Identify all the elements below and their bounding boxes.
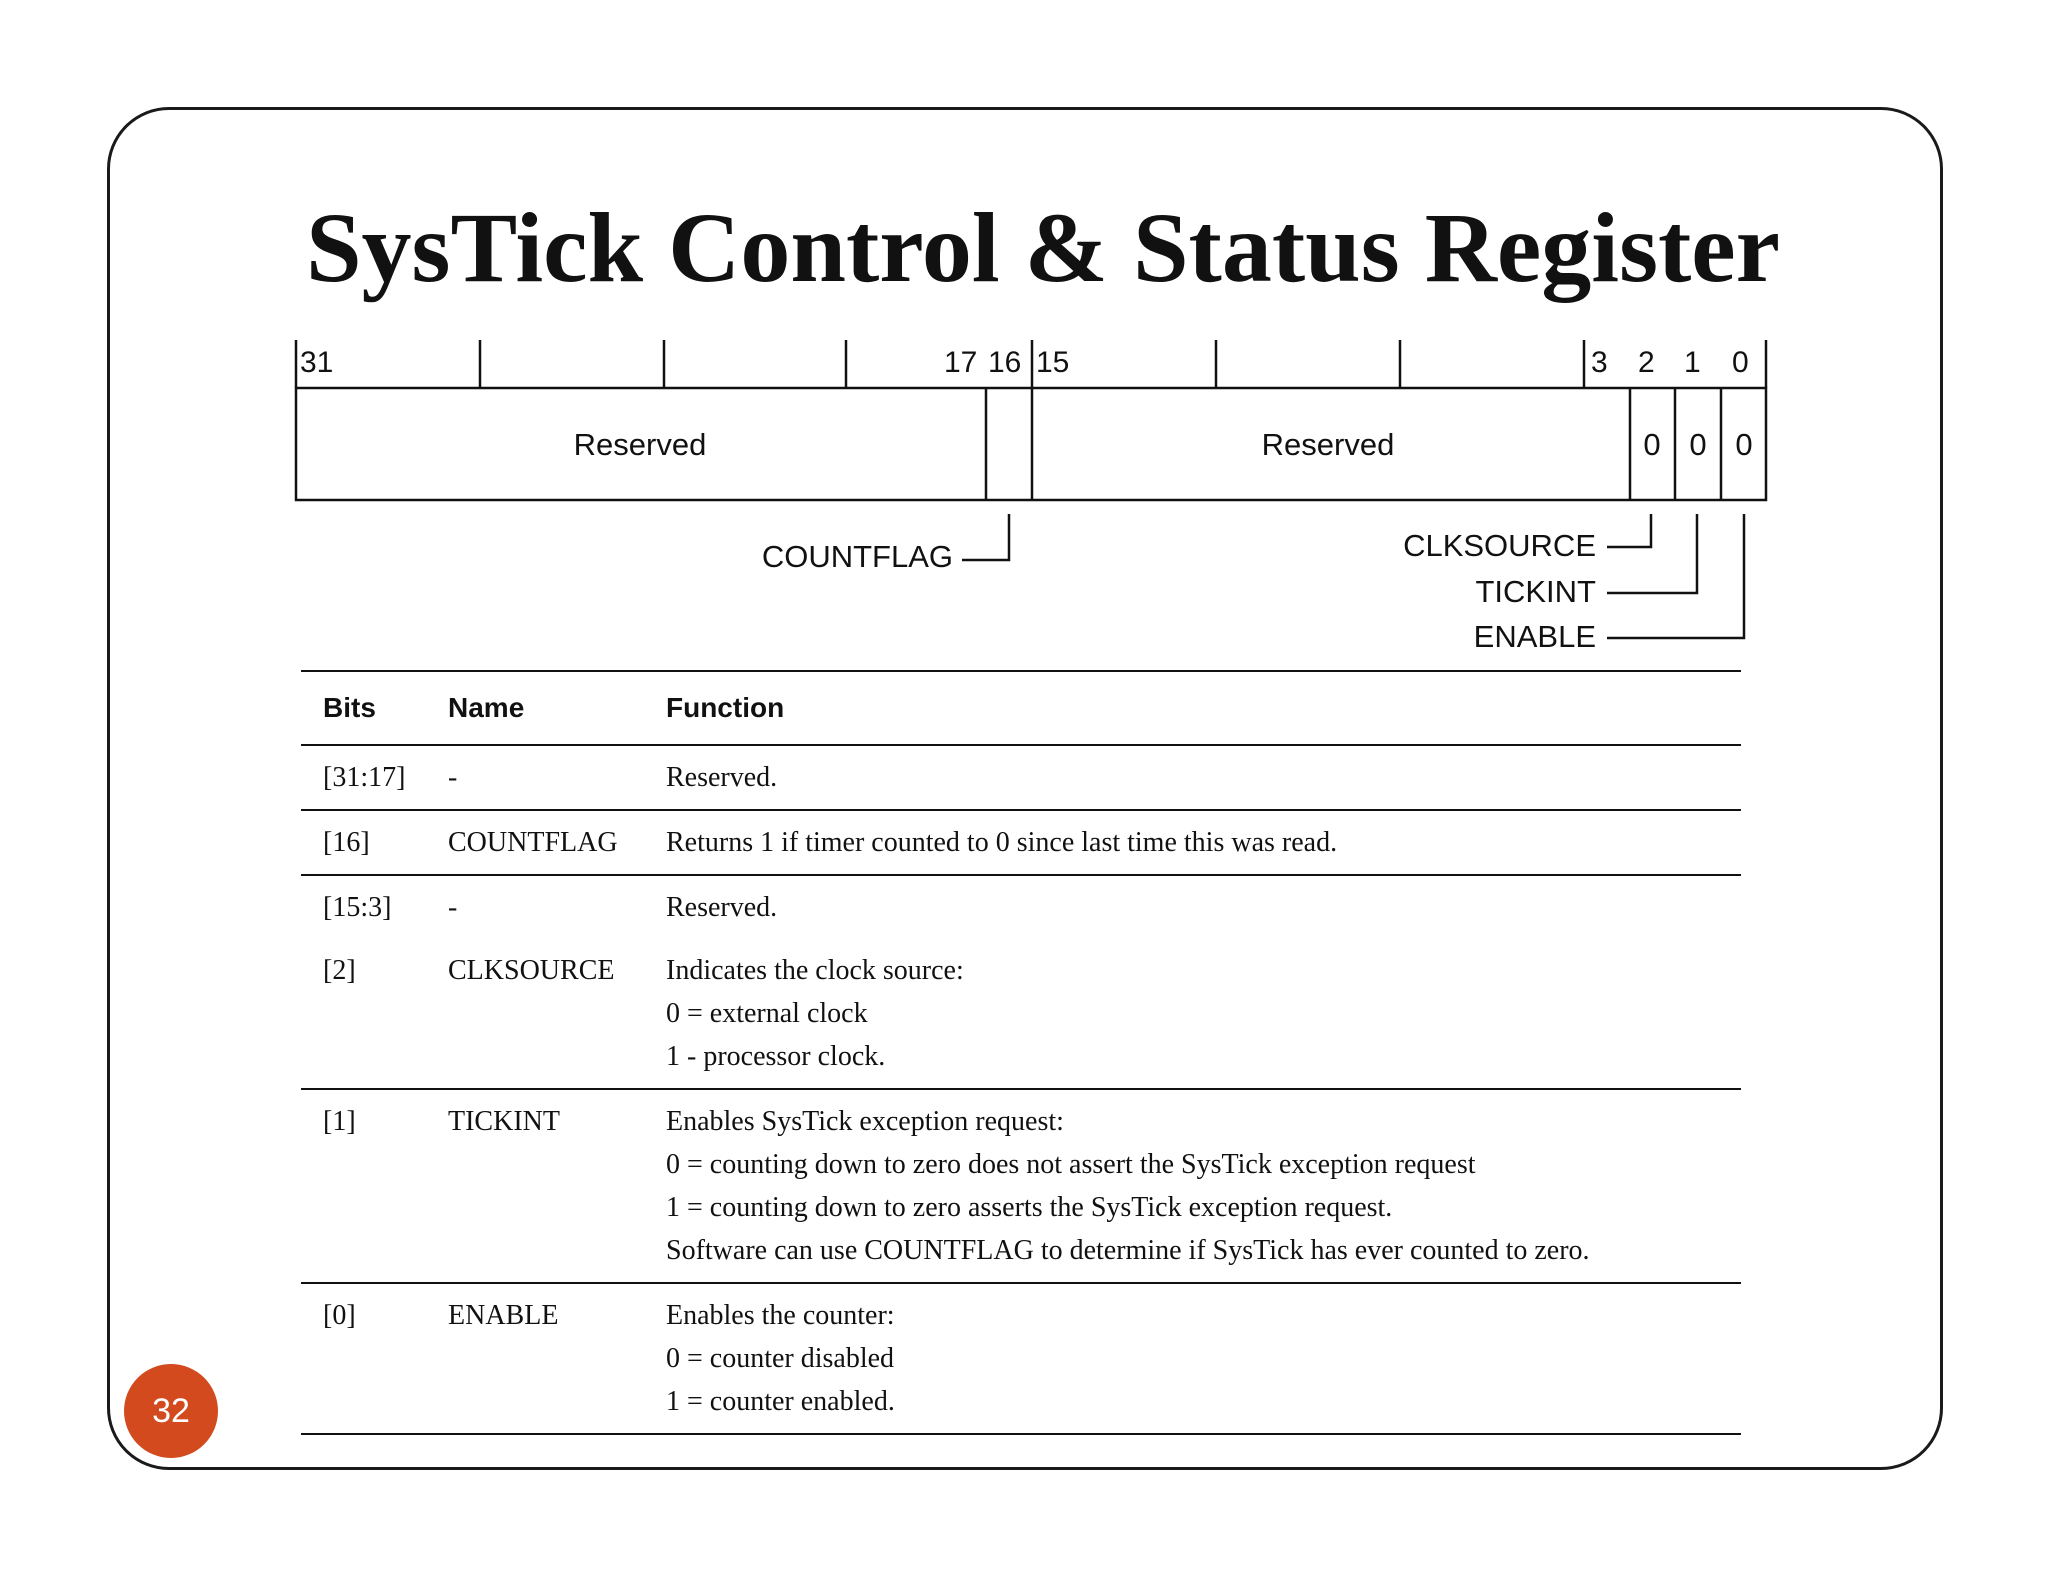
bit-1-value: 0 [1689, 427, 1707, 462]
bit-0-value: 0 [1735, 427, 1753, 462]
function-line: Enables SysTick exception request: [666, 1106, 1064, 1137]
page-number-badge: 32 [124, 1364, 218, 1458]
name-cell: COUNTFLAG [426, 810, 644, 875]
tickint-callout: TICKINT [1475, 574, 1596, 609]
bits-cell: [2] [301, 939, 426, 1089]
function-cell [644, 810, 1741, 875]
function-line: Indicates the clock source: [666, 955, 964, 986]
function-cell [644, 745, 1741, 810]
function-cell [644, 939, 1741, 1089]
bit-3-label: 3 [1591, 346, 1608, 379]
callout-lines [962, 514, 1744, 638]
countflag-callout: COUNTFLAG [761, 539, 953, 574]
enable-callout: ENABLE [1473, 619, 1596, 654]
function-column-header: Function [644, 671, 1741, 745]
bit-31-label: 31 [300, 346, 334, 379]
register-ticks [296, 340, 1766, 388]
bit-17-label: 17 [944, 346, 978, 379]
bit-0-label: 0 [1732, 346, 1749, 379]
name-column-header: Name [426, 671, 644, 745]
table-row [301, 1089, 1741, 1283]
name-cell: - [448, 892, 458, 923]
table-row [301, 745, 1741, 810]
clksource-callout: CLKSOURCE [1403, 528, 1596, 563]
bits-cell: [1] [301, 1089, 426, 1283]
bit-2-value: 0 [1643, 427, 1661, 462]
table-header-row [301, 671, 1741, 745]
name-cell: CLKSOURCE [426, 939, 644, 1089]
table-row [301, 875, 1741, 939]
bit-2-label: 2 [1638, 346, 1655, 379]
function-line: Reserved. [666, 892, 778, 923]
slide-title: SysTick Control & Status Register [305, 192, 1781, 303]
function-cell [644, 875, 1741, 939]
bits-cell: [15:3] [323, 892, 392, 923]
function-line: 1 - processor clock. [666, 1041, 886, 1072]
function-line: 0 = counting down to zero does not assert the SysTick exception request [666, 1149, 1476, 1180]
bits-cell: [0] [301, 1283, 426, 1434]
bit-1-label: 1 [1684, 346, 1701, 379]
register-bit-table [301, 670, 1741, 1435]
bits-cell: [16] [301, 810, 426, 875]
bits-column-header: Bits [301, 671, 426, 745]
function-cell [644, 1283, 1741, 1434]
reserved-low-field: Reserved [1261, 427, 1395, 462]
name-cell: - [426, 745, 644, 810]
function-cell [644, 1089, 1741, 1283]
function-line: Reserved. [666, 762, 778, 793]
function-line: 0 = external clock [666, 998, 868, 1029]
name-cell: TICKINT [426, 1089, 644, 1283]
register-box [296, 388, 1766, 500]
function-line: 0 = counter disabled [666, 1343, 895, 1374]
table-row [301, 810, 1741, 875]
table-row [301, 1283, 1741, 1434]
bit-15-label: 15 [1036, 346, 1070, 379]
function-line: Software can use COUNTFLAG to determine if SysTick has ever counted to zero. [666, 1235, 1590, 1266]
reserved-high-field: Reserved [573, 427, 707, 462]
function-line: 1 = counter enabled. [666, 1386, 895, 1417]
bits-cell: [31:17] [301, 745, 426, 810]
bit-16-label: 16 [988, 346, 1022, 379]
table-row [301, 939, 1741, 1089]
function-line: 1 = counting down to zero asserts the SysTick exception request. [666, 1192, 1393, 1223]
function-line: Enables the counter: [666, 1300, 895, 1331]
name-cell: ENABLE [426, 1283, 644, 1434]
function-line: Returns 1 if timer counted to 0 since last time this was read. [666, 827, 1338, 858]
